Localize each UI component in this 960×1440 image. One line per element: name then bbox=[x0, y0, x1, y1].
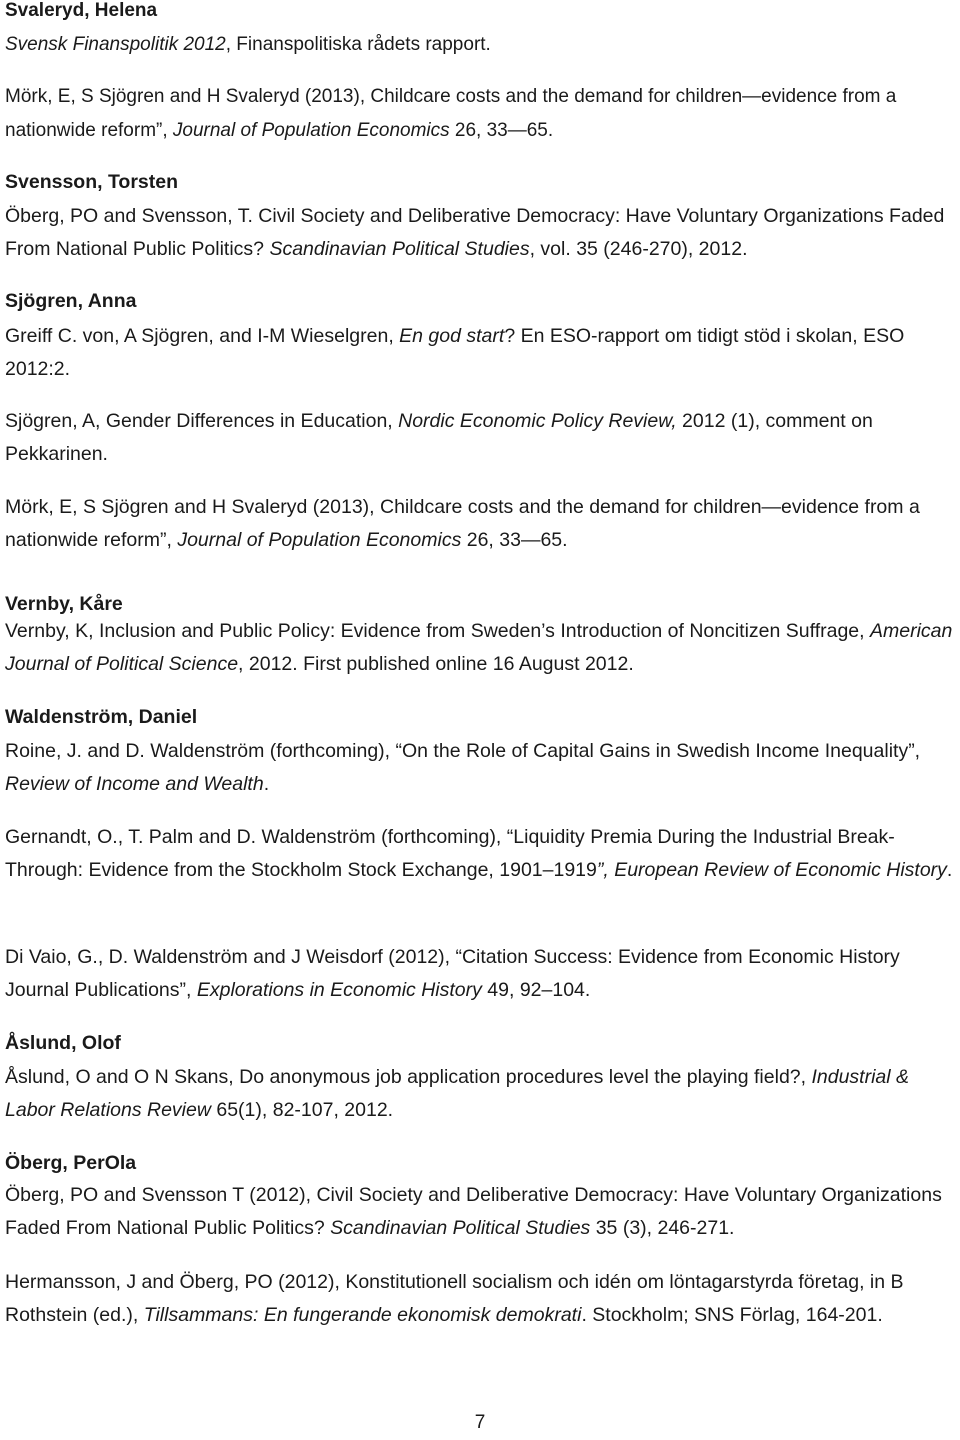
reference-waldenstrom-3: Di Vaio, G., D. Waldenström and J Weisdorf (2012), “Citation Success: Evidence from Economic History Journal Publications”, Explorations in Economic History 49, 92–104. bbox=[5, 946, 900, 1001]
page-number: 7 bbox=[474, 1412, 486, 1433]
author-heading-sjogren: Sjögren, Anna bbox=[5, 290, 137, 312]
reference-oberg-2: Hermansson, J and Öberg, PO (2012), Konstitutionell socialism och idén om löntagarstyrda företag, in B Rothstein (ed.), Tillsammans: En fungerande ekonomisk demokrati. Stockholm; SNS Förlag, 164-201. bbox=[5, 1271, 904, 1326]
reference-svensson-1: Öberg, PO and Svensson, T. Civil Society and Deliberative Democracy: Have Voluntary Organizations Faded From National Public Politics? Scandinavian Political Studies, vol. 35 (246-270), 2012. bbox=[5, 205, 945, 260]
author-heading-waldenstrom: Waldenström, Daniel bbox=[5, 706, 198, 728]
reference-sjogren-1: Greiff C. von, A Sjögren, and I-M Wieselgren, En god start? En ESO-rapport om tidigt stöd i skolan, ESO 2012:2. bbox=[5, 325, 905, 380]
author-heading-svensson: Svensson, Torsten bbox=[5, 171, 179, 193]
reference-svaleryd-1: Svensk Finanspolitik 2012, Finanspolitiska rådets rapport. bbox=[5, 34, 491, 55]
author-heading-aslund: Åslund, Olof bbox=[5, 1032, 121, 1054]
reference-waldenstrom-2: Gernandt, O., T. Palm and D. Waldenström (forthcoming), “Liquidity Premia During the Industrial Break-Through: Evidence from the Stockholm Stock Exchange, 1901–1919”, European Review of Economic History. bbox=[5, 826, 953, 881]
reference-vernby-1: Vernby, K, Inclusion and Public Policy: Evidence from Sweden’s Introduction of Noncitizen Suffrage, American Journal of Political Science, 2012. First published online 16 August 2012. bbox=[5, 620, 953, 675]
reference-svaleryd-2: Mörk, E, S Sjögren and H Svaleryd (2013), Childcare costs and the demand for children—evidence from a nationwide reform”, Journal of Population Economics 26, 33—65. bbox=[5, 86, 897, 141]
reference-waldenstrom-1: Roine, J. and D. Waldenström (forthcoming), “On the Role of Capital Gains in Swedish Income Inequality”, Review of Income and Wealth. bbox=[5, 740, 921, 795]
reference-aslund-1: Åslund, O and O N Skans, Do anonymous job application procedures level the playing field?, Industrial & Labor Relations Review 65(1), 82-107, 2012. bbox=[5, 1066, 910, 1121]
reference-sjogren-2: Sjögren, A, Gender Differences in Education, Nordic Economic Policy Review, 2012 (1), comment on Pekkarinen. bbox=[5, 410, 873, 465]
reference-sjogren-3: Mörk, E, S Sjögren and H Svaleryd (2013), Childcare costs and the demand for children—evidence from a nationwide reform”, Journal of Population Economics 26, 33—65. bbox=[5, 496, 920, 551]
author-heading-svaleryd: Svaleryd, Helena bbox=[5, 0, 158, 21]
reference-oberg-1: Öberg, PO and Svensson T (2012), Civil Society and Deliberative Democracy: Have Voluntary Organizations Faded From National Public Politics? Scandinavian Political Studies 35 (3), 246-271. bbox=[5, 1184, 942, 1239]
author-heading-vernby: Vernby, Kåre bbox=[5, 593, 123, 615]
author-heading-oberg: Öberg, PerOla bbox=[5, 1152, 137, 1174]
